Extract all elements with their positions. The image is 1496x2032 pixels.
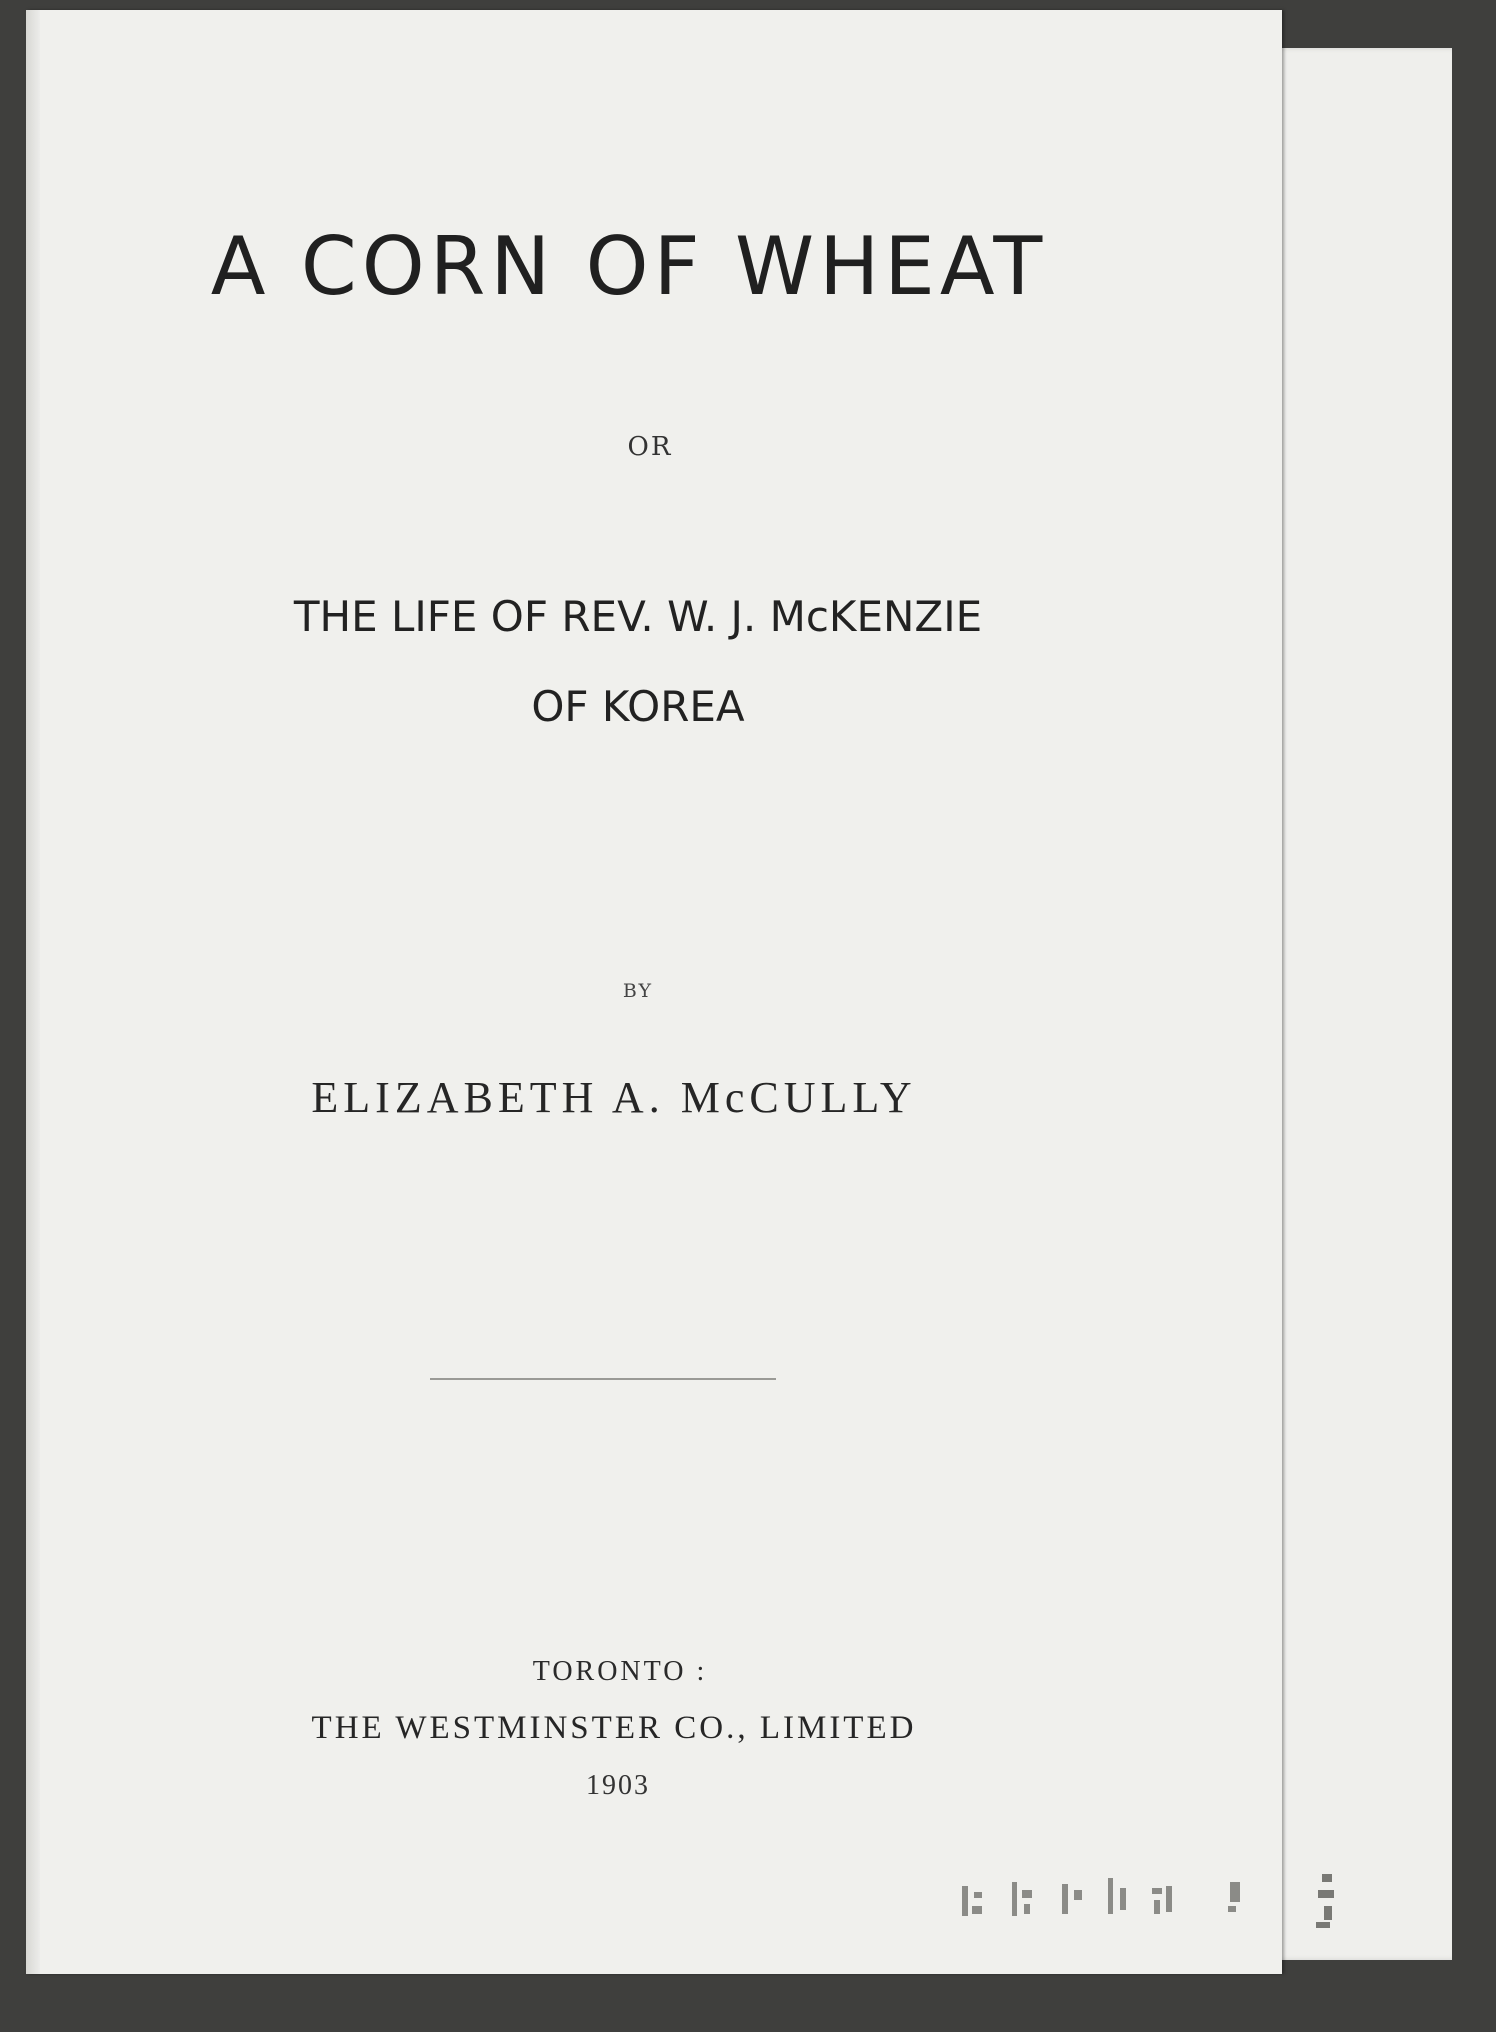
- title-conjunction: OR: [627, 432, 673, 462]
- library-stamp-mark: [942, 1872, 1262, 1932]
- next-page-edge: [1260, 48, 1452, 1960]
- publication-year: 1903: [586, 1770, 650, 1801]
- author-name: ELIZABETH A. McCULLY: [311, 1073, 917, 1122]
- publication-city: TORONTO :: [532, 1656, 708, 1687]
- subtitle-line-1: THE LIFE OF REV. W. J. McKENZIE: [293, 592, 983, 641]
- divider-rule: [430, 1378, 776, 1380]
- edge-stamp-mark: [1310, 1866, 1350, 1936]
- by-label: BY: [622, 980, 654, 1002]
- title-page: [26, 10, 1282, 1974]
- subtitle-line-2: OF KOREA: [531, 682, 745, 731]
- publisher-name: THE WESTMINSTER CO., LIMITED: [311, 1710, 917, 1746]
- book-title: A CORN OF WHEAT: [210, 220, 1048, 313]
